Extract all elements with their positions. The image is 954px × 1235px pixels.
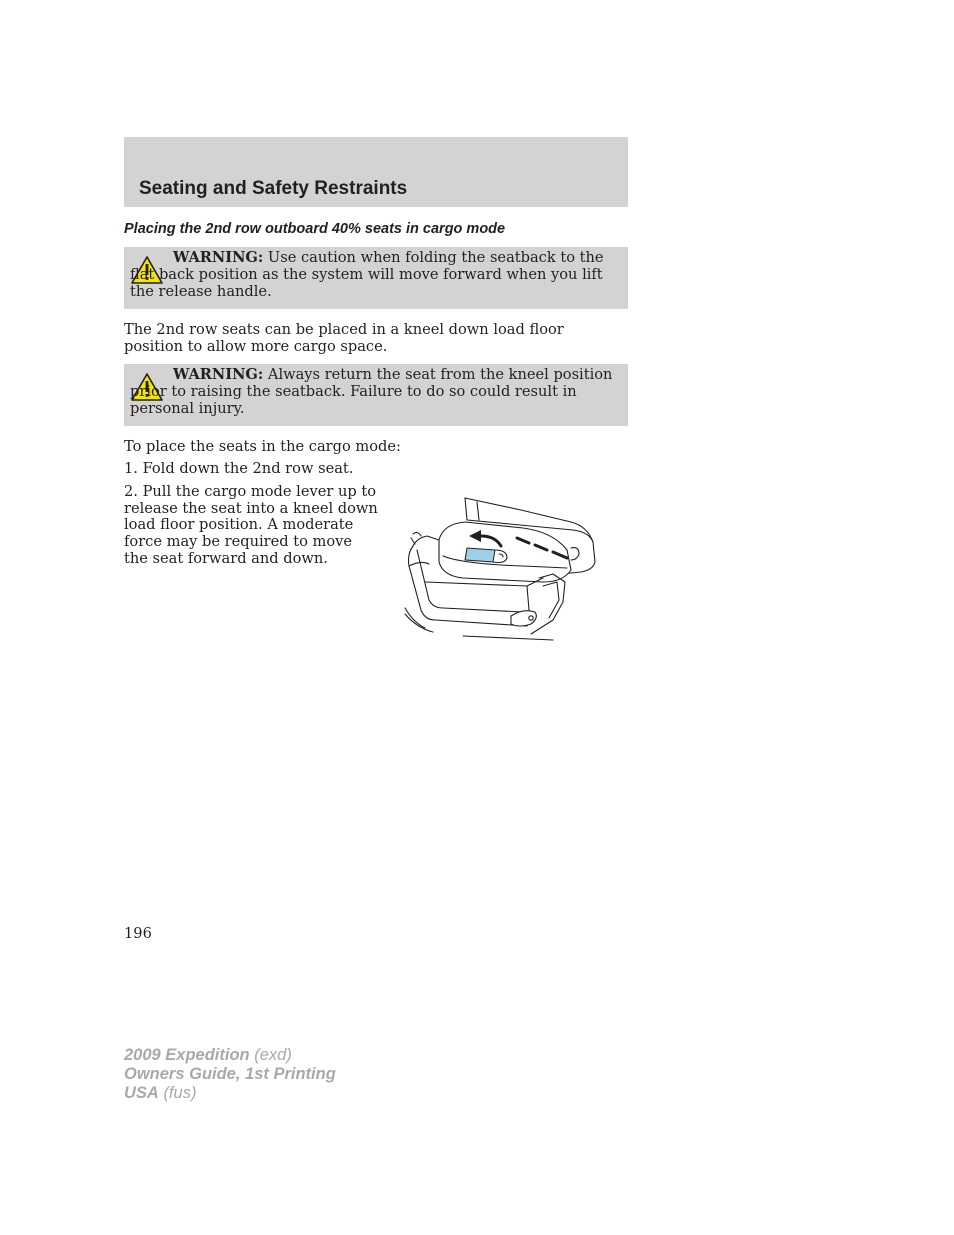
warning-label: WARNING:	[173, 366, 264, 383]
warning-body: Use caution when folding the seatback to the flat back position as the system will move forward when you lift the release handle.	[130, 249, 604, 300]
footer-model: 2009 Expedition	[124, 1046, 250, 1064]
warning-text	[130, 250, 620, 300]
footer-market-code: (fus)	[163, 1084, 197, 1102]
footer-guide: Owners Guide, 1st Printing	[124, 1065, 336, 1083]
footer-model-code: (exd)	[254, 1046, 292, 1064]
steps-intro: To place the seats in the cargo mode:	[124, 438, 401, 455]
step-2: 2. Pull the cargo mode lever up to release the seat into a kneel down load floor position. A moderate force may be required to move the seat forward and down.	[124, 483, 378, 567]
warning-box-1	[124, 247, 628, 309]
footer	[124, 1046, 336, 1103]
warning-body: Always return the seat from the kneel position prior to raising the seatback. Failure to do so could result in personal injury.	[130, 366, 613, 417]
warning-label: WARNING:	[173, 249, 264, 266]
footer-line-1	[124, 1046, 336, 1065]
warning-box-2	[124, 364, 628, 426]
seat-cargo-mode-illustration	[403, 490, 603, 642]
page-number: 196	[124, 925, 152, 942]
section-title: Seating and Safety Restraints	[139, 178, 408, 199]
intro-paragraph: The 2nd row seats can be placed in a kneel down load floor position to allow more cargo space.	[124, 321, 564, 355]
footer-line-3	[124, 1084, 336, 1103]
subheading: Placing the 2nd row outboard 40% seats in cargo mode	[124, 221, 506, 237]
step-1: 1. Fold down the 2nd row seat.	[124, 460, 354, 477]
warning-text	[130, 367, 620, 417]
footer-market: USA	[124, 1084, 159, 1102]
footer-line-2	[124, 1065, 336, 1084]
